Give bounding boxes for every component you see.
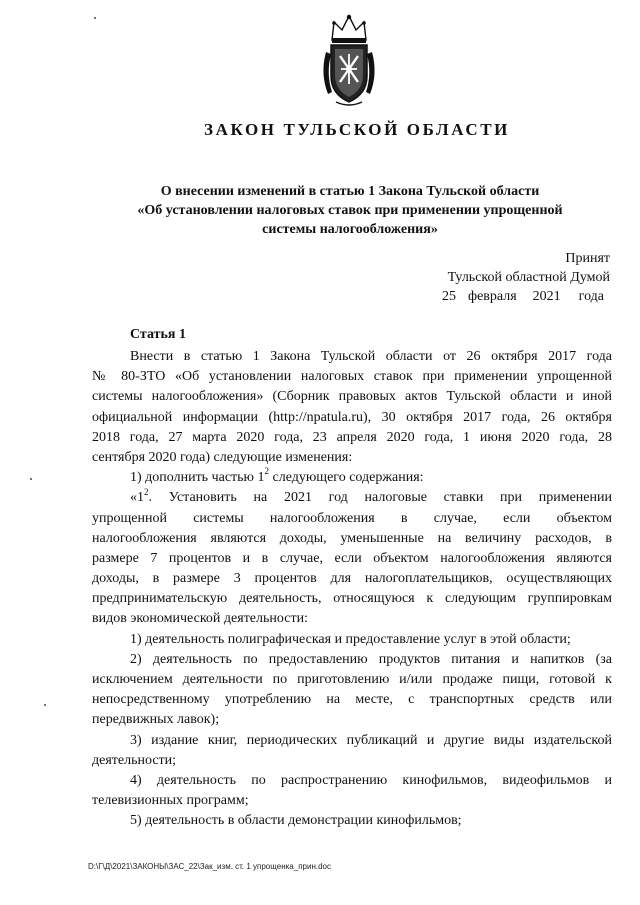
scan-speck [94,17,96,19]
law-subtitle [90,182,610,239]
body-line: сентября 2020 года) следующие изменения: [92,449,353,465]
emblem-graphic [318,12,380,108]
body-line: передвижных лавок); [92,712,220,728]
adoption-block [442,249,610,306]
body-line-start: «1 [130,490,144,506]
body-line-start: 1) дополнить частью 1 [130,470,265,486]
body-line: 2018 года, 27 марта 2020 года, 23 апреля 2020 года, 1 июня 2020 года, 28 [92,429,612,445]
body-line: 4) деятельность по распространению кинофильмов, видеофильмов и [130,772,612,788]
scan-speck [44,704,46,706]
tula-coat-of-arms-emblem [318,12,380,108]
body-line: Внести в статью 1 Закона Тульской области от 26 октября 2017 года [130,349,612,364]
body-line: размере 7 процентов и в случае, если объектом налогообложения являются [92,550,612,566]
body-line: упрощенной системы налогообложения в случае, если объектом [92,510,612,526]
body-line: налогообложения являются доходы, уменьшенные на величину расходов, в [92,530,612,546]
adoption-month: февраля [468,289,517,304]
article-heading: Статья 1 [130,327,186,342]
body-line: доходы, в размере 3 процентов для налогоплательщиков, осуществляющих [92,571,612,587]
article-body [92,347,612,832]
adoption-day: 25 [442,289,456,304]
body-line [92,488,612,508]
body-line: исключением деятельности по приготовлению и/или продаже пищи, готовой к [92,672,612,687]
body-line: 5) деятельность в области демонстрации кинофильмов; [130,813,462,829]
body-line-rest: . Установить на 2021 год налоговые ставки при применении [148,490,612,506]
body-line: 2) деятельность по предоставлению продуктов питания и напитков (за [130,651,612,667]
body-line: № 80-ЗТО «Об установлении налоговых ставок при применении упрощенной [92,369,612,385]
file-path-footer: D:\Г\Д\2021\ЗАКОНЫ\ЗАС_22\Зак_изм. ст. 1 упрощенка_прин.doc [88,862,331,871]
body-line: 3) издание книг, периодических публикаций и другие виды издательской [130,732,612,748]
subtitle-line: системы налогообложения» [262,222,438,237]
body-line-rest: следующего содержания: [269,470,424,486]
body-line: деятельности; [92,752,177,768]
subtitle-line: «Об установлении налоговых ставок при применении упрощенной [137,203,563,218]
adoption-year-word: года [578,289,604,304]
adoption-date [442,287,610,306]
superscript: 2 [264,466,269,477]
body-line: непосредственному употреблению на месте, с транспортных средств или [92,692,612,708]
body-line: официальной информации (http://npatula.ru), 30 октября 2017 года, 26 октября [92,409,612,425]
scan-speck [30,478,32,480]
subtitle-line: О внесении изменений в статью 1 Закона Тульской области [160,184,540,199]
body-line: предпринимательскую деятельность, относящуюся к следующим группировкам [92,591,612,607]
body-line: видов экономической деятельности: [92,611,308,627]
adopted-by: Тульской областной Думой [447,270,610,285]
body-line: телевизионных программ; [92,793,249,809]
body-line: 1) деятельность полиграфическая и предоставление услуг в этой области; [130,631,571,647]
law-title: ЗАКОН ТУЛЬСКОЙ ОБЛАСТИ [204,120,510,139]
body-line: системы налогообложения» (Сборник правовых актов Тульской области и иной [92,389,612,405]
adopted-label: Принят [565,251,610,266]
superscript: 2 [144,486,149,497]
adoption-year: 2021 [532,289,561,304]
body-line [92,468,612,488]
